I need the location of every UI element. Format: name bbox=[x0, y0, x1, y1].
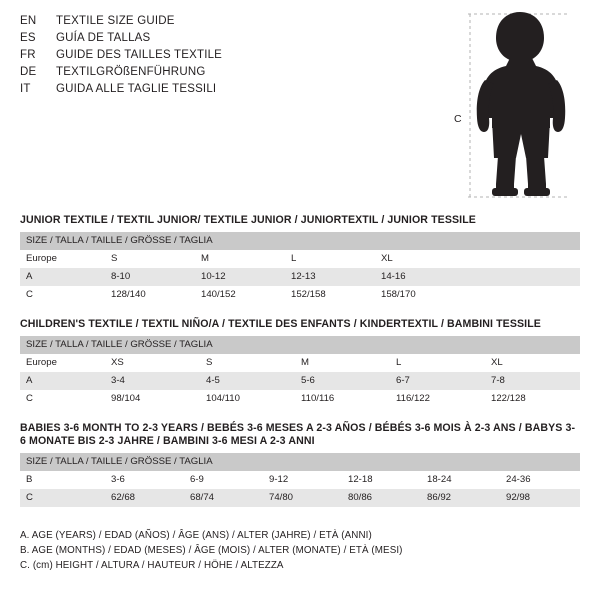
cell: 110/116 bbox=[295, 390, 390, 408]
cell-empty bbox=[465, 268, 580, 286]
table-row bbox=[20, 268, 580, 286]
cell: 10-12 bbox=[195, 268, 285, 286]
cell: M bbox=[295, 354, 390, 372]
cell: 6-9 bbox=[184, 471, 263, 489]
table-row bbox=[20, 250, 580, 268]
language-code: DE bbox=[20, 66, 37, 78]
size-tables bbox=[20, 214, 580, 521]
table-row bbox=[20, 372, 580, 390]
language-row bbox=[20, 31, 360, 46]
cell: XL bbox=[485, 354, 580, 372]
row-label: Europe bbox=[20, 354, 105, 372]
cell: 92/98 bbox=[500, 489, 580, 507]
cell: 18-24 bbox=[421, 471, 500, 489]
language-code: EN bbox=[20, 15, 37, 27]
cell: 98/104 bbox=[105, 390, 200, 408]
language-title: GUÍA DE TALLAS bbox=[56, 32, 151, 44]
cell: 80/86 bbox=[342, 489, 421, 507]
footnote-a: A. AGE (YEARS) / EDAD (AÑOS) / ÂGE (ANS) / ALTER (JAHRE) / ETÀ (ANNI) bbox=[20, 530, 372, 541]
language-title: GUIDE DES TAILLES TEXTILE bbox=[56, 49, 223, 61]
measurement-figure bbox=[440, 8, 590, 203]
row-label: C bbox=[20, 286, 105, 304]
cell: XL bbox=[375, 250, 465, 268]
table-row bbox=[20, 489, 580, 507]
cell: 116/122 bbox=[390, 390, 485, 408]
language-row bbox=[20, 65, 360, 80]
section-children bbox=[20, 318, 580, 408]
language-title: TEXTILGRÖßENFÜHRUNG bbox=[56, 66, 206, 78]
toddler-silhouette-icon bbox=[458, 8, 578, 203]
cell: L bbox=[390, 354, 485, 372]
cell: 3-6 bbox=[105, 471, 184, 489]
language-row bbox=[20, 82, 360, 97]
table-row bbox=[20, 390, 580, 408]
cell: 140/152 bbox=[195, 286, 285, 304]
cell: 5-6 bbox=[295, 372, 390, 390]
cell: 12-13 bbox=[285, 268, 375, 286]
table-header-row bbox=[20, 336, 580, 354]
language-code: IT bbox=[20, 83, 31, 95]
section-title: CHILDREN'S TEXTILE / TEXTIL NIÑO/A / TEXTILE DES ENFANTS / KINDERTEXTIL / BAMBINI TESSILE bbox=[20, 318, 541, 330]
cell: 68/74 bbox=[184, 489, 263, 507]
cell: 104/110 bbox=[200, 390, 295, 408]
cell: 152/158 bbox=[285, 286, 375, 304]
table-row bbox=[20, 471, 580, 489]
cell: 24-36 bbox=[500, 471, 580, 489]
table-header-row bbox=[20, 453, 580, 471]
table-row bbox=[20, 354, 580, 372]
cell: 4-5 bbox=[200, 372, 295, 390]
row-label: A bbox=[20, 268, 105, 286]
section-title: JUNIOR TEXTILE / TEXTIL JUNIOR/ TEXTILE JUNIOR / JUNIORTEXTIL / JUNIOR TESSILE bbox=[20, 214, 476, 226]
language-row bbox=[20, 14, 360, 29]
footnotes bbox=[20, 528, 580, 573]
footnote-b: B. AGE (MONTHS) / EDAD (MESES) / ÂGE (MOIS) / ALTER (MONATE) / ETÀ (MESI) bbox=[20, 545, 403, 556]
footnote-c: C. (cm) HEIGHT / ALTURA / HAUTEUR / HÖHE / ALTEZZA bbox=[20, 560, 284, 571]
cell-empty bbox=[465, 286, 580, 304]
cell: 8-10 bbox=[105, 268, 195, 286]
cell: 12-18 bbox=[342, 471, 421, 489]
cell: 9-12 bbox=[263, 471, 342, 489]
cell-empty bbox=[465, 250, 580, 268]
cell: 128/140 bbox=[105, 286, 195, 304]
height-measure-label: C bbox=[454, 113, 462, 125]
language-code: ES bbox=[20, 32, 36, 44]
language-row bbox=[20, 48, 360, 63]
cell: S bbox=[200, 354, 295, 372]
section-title: BABIES 3-6 MONTH TO 2-3 YEARS / BEBÉS 3-6 MESES A 2-3 AÑOS / BÉBÉS 3-6 MOIS À 2-3 ANS / BABYS 3-6 MONATE BIS 2-3 JAHRE / BAMBINI 3-6 MESI A 2-3 ANNI bbox=[20, 422, 576, 447]
junior-size-table bbox=[20, 232, 580, 304]
section-babies bbox=[20, 422, 580, 507]
cell: 86/92 bbox=[421, 489, 500, 507]
cell: XS bbox=[105, 354, 200, 372]
babies-size-table bbox=[20, 453, 580, 507]
cell: 3-4 bbox=[105, 372, 200, 390]
table-header-label: SIZE / TALLA / TAILLE / GRÖSSE / TAGLIA bbox=[20, 232, 580, 250]
children-size-table bbox=[20, 336, 580, 408]
cell: 62/68 bbox=[105, 489, 184, 507]
cell: 7-8 bbox=[485, 372, 580, 390]
language-header bbox=[20, 14, 360, 99]
row-label: C bbox=[20, 489, 105, 507]
language-title: GUIDA ALLE TAGLIE TESSILI bbox=[56, 83, 217, 95]
table-row bbox=[20, 286, 580, 304]
cell: 122/128 bbox=[485, 390, 580, 408]
row-label: B bbox=[20, 471, 105, 489]
language-code: FR bbox=[20, 49, 36, 61]
row-label: A bbox=[20, 372, 105, 390]
cell: 14-16 bbox=[375, 268, 465, 286]
cell: 74/80 bbox=[263, 489, 342, 507]
cell: 158/170 bbox=[375, 286, 465, 304]
cell: L bbox=[285, 250, 375, 268]
cell: S bbox=[105, 250, 195, 268]
table-header-label: SIZE / TALLA / TAILLE / GRÖSSE / TAGLIA bbox=[20, 453, 580, 471]
cell: 6-7 bbox=[390, 372, 485, 390]
section-junior bbox=[20, 214, 580, 304]
row-label: C bbox=[20, 390, 105, 408]
language-title: TEXTILE SIZE GUIDE bbox=[56, 15, 175, 27]
table-header-label: SIZE / TALLA / TAILLE / GRÖSSE / TAGLIA bbox=[20, 336, 580, 354]
cell: M bbox=[195, 250, 285, 268]
table-header-row bbox=[20, 232, 580, 250]
row-label: Europe bbox=[20, 250, 105, 268]
